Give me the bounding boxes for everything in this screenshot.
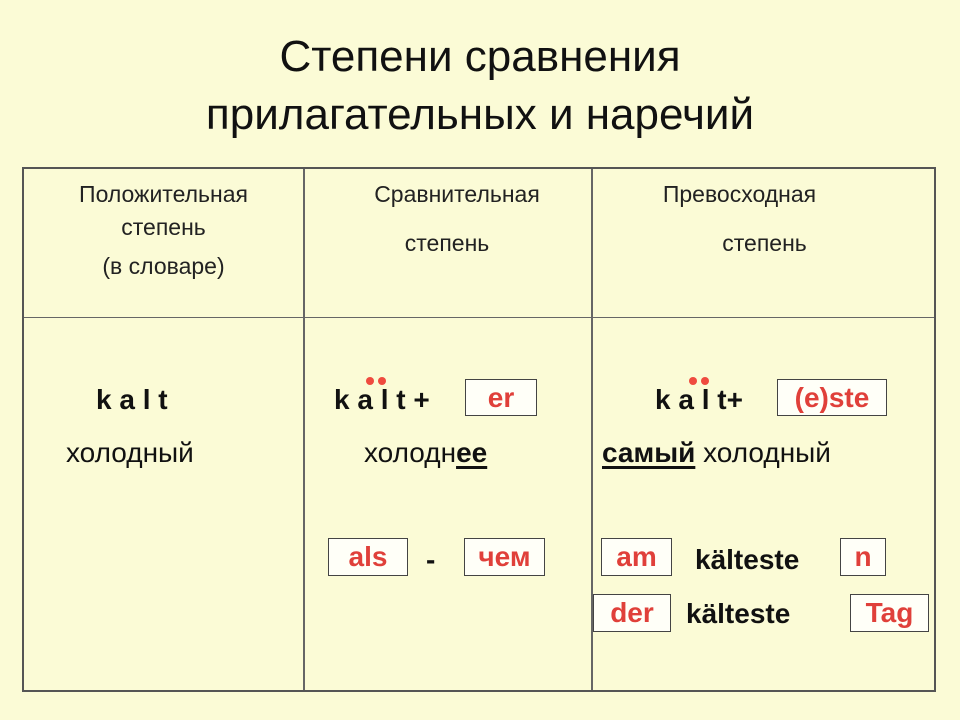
comparative-stem-text: k a l t +: [334, 384, 430, 415]
positive-word: k a l t: [96, 384, 168, 415]
slide-title: [0, 28, 960, 144]
header-divider: [24, 317, 934, 318]
superlative-stem: k a l t+: [655, 384, 743, 415]
header-positive-line3: (в словаре): [102, 253, 225, 279]
suffix-tag-box: Tag: [850, 594, 929, 632]
title-line-2: прилагательных и наречий: [205, 90, 755, 139]
superlative-row1-word: kälteste: [695, 544, 800, 575]
header-superlative-line2: степень: [722, 230, 807, 256]
header-positive: [24, 175, 303, 286]
header-positive-line1: Положительная: [79, 181, 248, 207]
superlative-row2-word: kälteste: [686, 598, 791, 629]
superlative-translation-marker: самый: [602, 437, 696, 468]
superlative-ending-box: (e)ste: [777, 379, 887, 416]
superlative-translation: [602, 437, 831, 469]
conj-chem-box: чем: [464, 538, 545, 576]
comparative-stem: [334, 384, 430, 416]
header-comparative: [303, 175, 591, 263]
comparative-dash: -: [426, 544, 436, 575]
comparative-translation-ending: ее: [456, 437, 488, 468]
header-superlative: [593, 175, 936, 263]
title-line-1: Степени сравнения: [279, 32, 681, 81]
comparative-ending-box: er: [465, 379, 537, 416]
comparative-translation-stem: холодн: [364, 437, 457, 468]
superlative-translation-rest: холодный: [703, 437, 831, 468]
positive-translation: холодный: [66, 437, 194, 468]
suffix-n-box: n: [840, 538, 886, 576]
comparison-table: [22, 167, 936, 692]
header-positive-line2: степень: [121, 214, 206, 240]
header-comparative-line1: Сравнительная: [374, 181, 540, 207]
prefix-der-box: der: [593, 594, 671, 632]
conj-als-box: als: [328, 538, 408, 576]
header-superlative-line1: Превосходная: [662, 181, 817, 207]
prefix-am-box: am: [601, 538, 672, 576]
comparative-translation: [364, 437, 487, 469]
header-comparative-line2: степень: [404, 230, 490, 256]
